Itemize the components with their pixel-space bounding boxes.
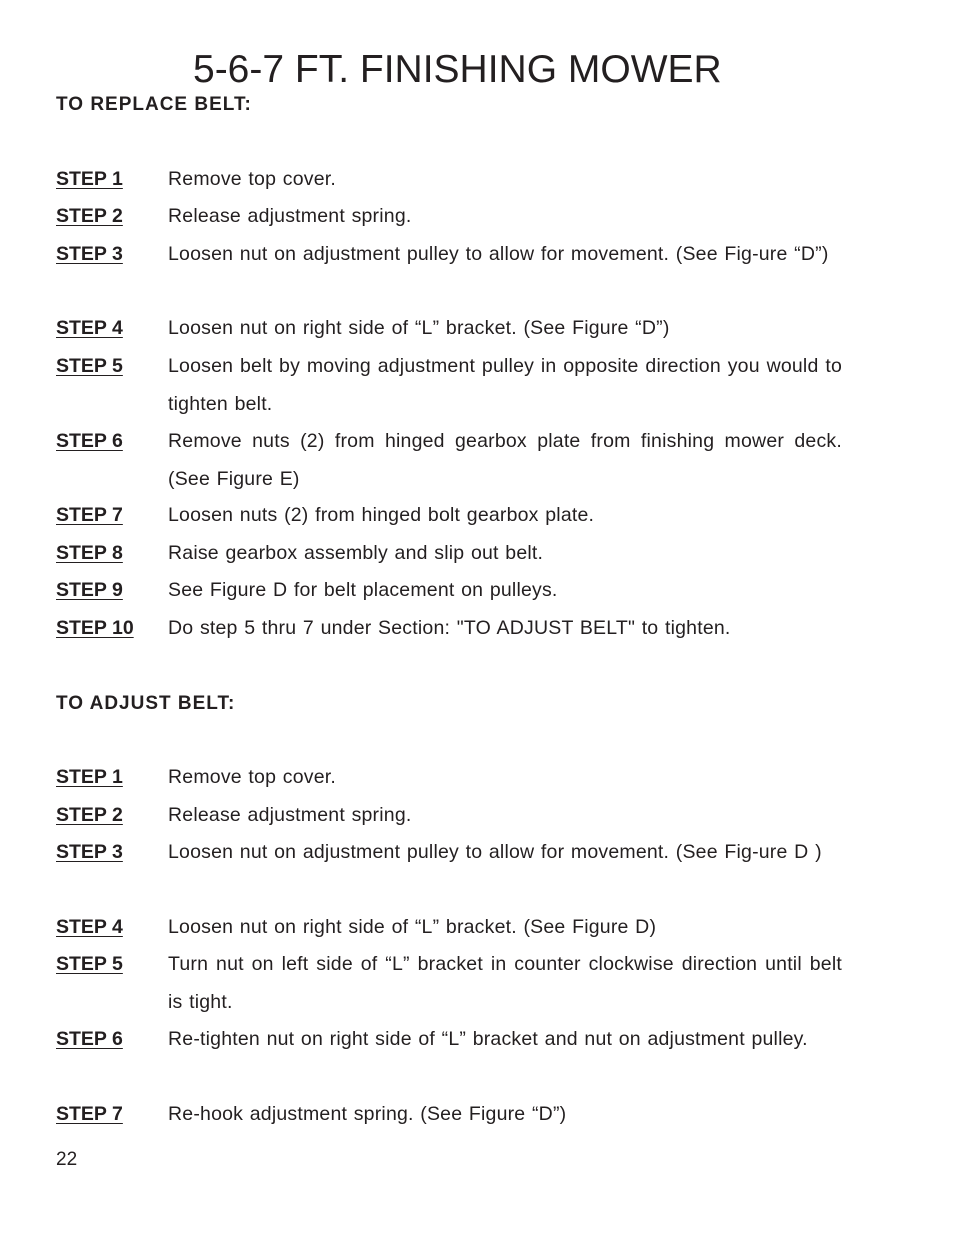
- step-text: Do step 5 thru 7 under Section: "TO ADJUST BELT" to tighten.: [168, 617, 731, 639]
- step-label: STEP 9: [56, 579, 123, 601]
- step-label: STEP 5: [56, 355, 123, 377]
- step-label: STEP 4: [56, 317, 123, 339]
- replace-step-4: [56, 310, 842, 348]
- step-label: STEP 1: [56, 168, 123, 190]
- step-text: Loosen nuts (2) from hinged bolt gearbox plate.: [168, 504, 595, 526]
- adjust-step-3: [56, 834, 842, 872]
- replace-step-10: [56, 610, 842, 648]
- step-text: Re-hook adjustment spring. (See Figure “D”): [168, 1103, 567, 1125]
- step-label: STEP 2: [56, 205, 123, 227]
- step-label: STEP 2: [56, 804, 123, 826]
- step-label: STEP 5: [56, 953, 123, 975]
- replace-step-2: [56, 198, 842, 236]
- adjust-belt-heading: TO ADJUST BELT:: [56, 693, 236, 714]
- replace-step-3: [56, 236, 842, 274]
- step-label: STEP 3: [56, 243, 123, 265]
- step-text: Turn nut on left side of “L” bracket in counter clockwise direction until belt is tight.: [168, 953, 842, 1013]
- step-label: STEP 7: [56, 1103, 123, 1125]
- adjust-step-4: [56, 909, 842, 947]
- step-label: STEP 1: [56, 766, 123, 788]
- page-title: 5-6-7 FT. FINISHING MOWER: [193, 48, 722, 91]
- replace-step-9: [56, 572, 842, 610]
- step-text: See Figure D for belt placement on pulleys.: [168, 579, 558, 601]
- step-text: Re-tighten nut on right side of “L” bracket and nut on adjustment pulley.: [168, 1028, 808, 1050]
- replace-step-5: [56, 348, 842, 423]
- step-text: Loosen nut on right side of “L” bracket. (See Figure D): [168, 916, 657, 938]
- step-text: Loosen nut on adjustment pulley to allow for movement. (See Fig-ure D ): [168, 841, 822, 863]
- page-number: 22: [56, 1149, 78, 1170]
- step-text: Raise gearbox assembly and slip out belt.: [168, 542, 544, 564]
- adjust-step-2: [56, 797, 842, 835]
- adjust-step-6: [56, 1021, 842, 1059]
- step-text: Release adjustment spring.: [168, 804, 412, 826]
- step-label: STEP 6: [56, 430, 123, 452]
- step-text: Remove top cover.: [168, 766, 336, 788]
- step-label: STEP 7: [56, 504, 123, 526]
- adjust-step-5: [56, 946, 842, 1021]
- step-text: Remove top cover.: [168, 168, 336, 190]
- step-label: STEP 8: [56, 542, 123, 564]
- adjust-step-1: [56, 759, 842, 797]
- adjust-step-7: [56, 1096, 842, 1134]
- step-text: Loosen belt by moving adjustment pulley in opposite direction you would to tighten belt.: [168, 355, 842, 415]
- replace-step-7: [56, 497, 842, 535]
- replace-step-1: [56, 161, 842, 199]
- step-text: Loosen nut on adjustment pulley to allow for movement. (See Fig-ure “D”): [168, 243, 829, 265]
- step-text: Release adjustment spring.: [168, 205, 412, 227]
- replace-belt-heading: TO REPLACE BELT:: [56, 94, 252, 115]
- replace-step-6: [56, 423, 842, 498]
- step-label: STEP 4: [56, 916, 123, 938]
- step-text: Loosen nut on right side of “L” bracket. (See Figure “D”): [168, 317, 670, 339]
- replace-step-8: [56, 535, 842, 573]
- step-label: STEP 3: [56, 841, 123, 863]
- step-label: STEP 10: [56, 617, 134, 639]
- step-label: STEP 6: [56, 1028, 123, 1050]
- step-text: Remove nuts (2) from hinged gearbox plate from finishing mower deck. (See Figure E): [168, 430, 842, 490]
